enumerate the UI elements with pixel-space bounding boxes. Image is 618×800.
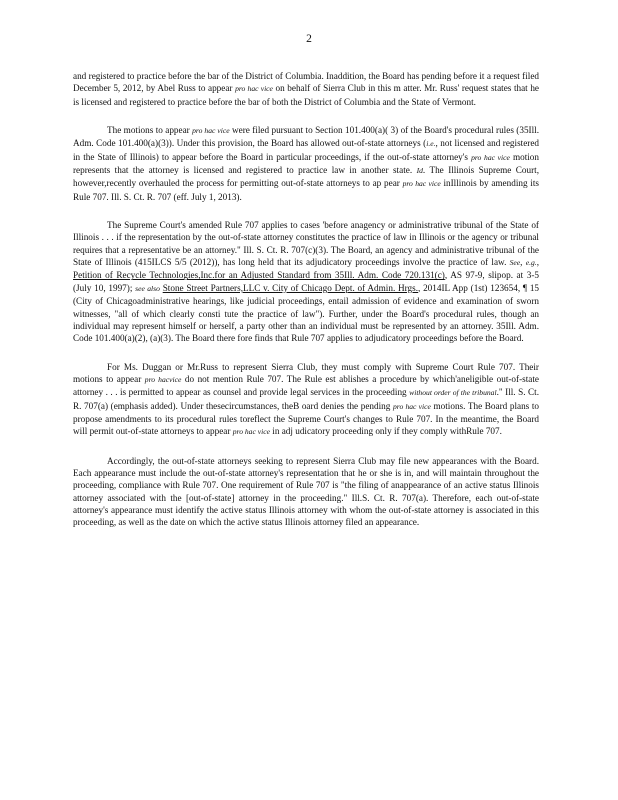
paragraph-2-text-g: motion represents that the attorney is licensed and registered to practice law in another state. [73,151,539,176]
latin-phrase-pro-hac-vice: pro hac vice [235,84,273,94]
paragraph-3-text-c: , [520,257,526,268]
paragraph-4-text-g: motions. The Board plans to propose amendments to its procedural rules toreflect the Supreme Court's changes to Rule 707. In the meantime, the Board will permit out-of-state attorneys to appear [73,400,540,437]
document-body [73,70,539,545]
paragraph-2-text-i: . The Illinois Supreme Court, however,recently overhauled the process for permitting out-of-state attorneys to ap pear [73,165,539,189]
paragraph-2 [73,124,539,203]
paragraph-2-text-a: The motions to appear [107,125,193,136]
paragraph-4-text-c: do not mention Rule 707. The Rule est ablishes a procedure by which'aneligible out-of-state attorney . . . is permitted to appear as counsel and provide legal services in the proceeding [73,373,539,398]
citation-signal-see: See [509,258,521,268]
paragraph-4-text-i: in adj udicatory proceeding only if they comply withRule 707. [269,426,502,437]
paragraph-4-text-a: For Ms. Duggan or Mr.Russ to represent Sierra Club, they must comply with Supreme Court Rule 707. Their motions to appear [73,361,539,384]
latin-phrase-pro-hac-vice: pro hac vice [471,152,510,162]
latin-phrase-pro-hac-vice: pro hac vice [402,179,441,189]
latin-phrase-pro-hac-vice: pro hac vice [192,126,230,136]
latin-phrase-pro-hac-vice: pro hac vice [392,401,431,411]
case-name-stone-street-partners: Stone Street Partners,LLC v. City of Chicago Dept. of Admin. Hrgs. [162,282,419,293]
paragraph-1 [73,70,539,108]
citation-id: Id [416,166,423,176]
paragraph-2-text-c: were filed pursuant to Section 101.400(a)( 3) of the Board's procedural rules (35Ill. Adm. Code 101.400(a)(3)). Under this provision, the Board has allowed out-of-state attorneys ( [73,125,539,149]
paragraph-2-text-e: , not licensed and registered in the State of Illinois) to appear before the Board in particular proceedings, if the out-of-state attorney's [73,138,539,162]
paragraph-1-text-c: on behalf of Sierra Club in this m atter. Mr. Russ' request states that he is licensed and registered to practice before the bar of both the District of Columbia and the State of Vermont. [73,83,539,107]
page-number: 2 [306,33,312,45]
paragraph-3-text-k: , 2014IL App (1st) 123654, ¶ 15 (City of Chicagoadministrative hearings, like judicial proceedings, entail admission of evidence and examination of sworn witnesses, "all of which clearly consti tute the practice of law"). Further, under the Board's procedural rules, though an individual may represent himself or herself, a party other than an individual must be represented by an attorney. 35Ill. Adm. Code 101.400(a)(2), (a)(3). The Board there fore finds that Rule 707 applies to adjudicatory proceedings before the Board. [73,282,540,344]
emphasized-phrase: without order of the tribunal [409,388,497,398]
paragraph-2-text-k: inIllinois by amending its Rule 707. Ill. S. Ct. R. 707 (eff. July 1, 2013). [73,178,539,202]
latin-phrase-ie: i.e. [426,139,436,149]
latin-phrase-pro-hac-vice: pro hac vice [232,427,270,437]
citation-signal-eg: e.g. [525,258,537,268]
paragraph-5 [73,455,539,529]
paragraph-4-text-e: ." Ill. S. Ct. R. 707(a) (emphasis added). Under thesecircumstances, theB oard denies the pending [73,387,539,411]
paragraph-3-text-e: , [536,257,539,268]
paragraph-3-text-a: The Supreme Court's amended Rule 707 applies to cases 'before anagency or administrative tribunal of the State of Illinois . . . if the representation by the out-of-state attorney constitutes the practice of law in Illinois or the agency or tribunal requires that a representative be an attorney." Ill. S. Ct. R. 707(c)(3). The Board, an agency and administrative tribunal of the State of Illinois (415ILCS 5/5 (2012)), has long held that its adjudicatory proceedings involve the practice of law. [73,220,539,268]
paragraph-3 [73,219,539,344]
citation-signal-see-also: see also [135,283,160,293]
latin-phrase-pro-hac-vice: pro hacvice [144,374,182,384]
paragraph-4 [73,361,539,439]
paragraph-1-text-a: and registered to practice before the bar of the District of Columbia. Inaddition, the Board has pending before it a request filed December 5, 2012, by Abel Russ to appear [73,71,539,94]
paragraph-5-text-a: Accordingly, the out-of-state attorneys seeking to represent Sierra Club may file new appearances with the Board. Each appearance must include the out-of-state attorney's representation that he or she is in, and will maintain throughout the proceeding, compliance with Rule 707. One requirement of Rule 707 is "the filing of anappearance of an active status Illinois attorney associated with the [out-of-state] attorney in the proceeding." Ill.S. Ct. R. 707(a). Therefore, each out-of-state attorney's appearance must identify the active status Illinois attorney with whom the out-of-state attorney is associated in this proceeding, as well as the date on which the active status Illinois attorney filed an appearance. [73,455,539,528]
paragraph-3-text-g: , AS 97-9, slipop. at 3-5 (July 10, 1997); [73,270,539,293]
case-name-recycle-technologies: Petition of Recycle Technologies,Inc.for an Adjusted Standard from 35Ill. Adm. Code 720.131(c) [73,270,445,281]
